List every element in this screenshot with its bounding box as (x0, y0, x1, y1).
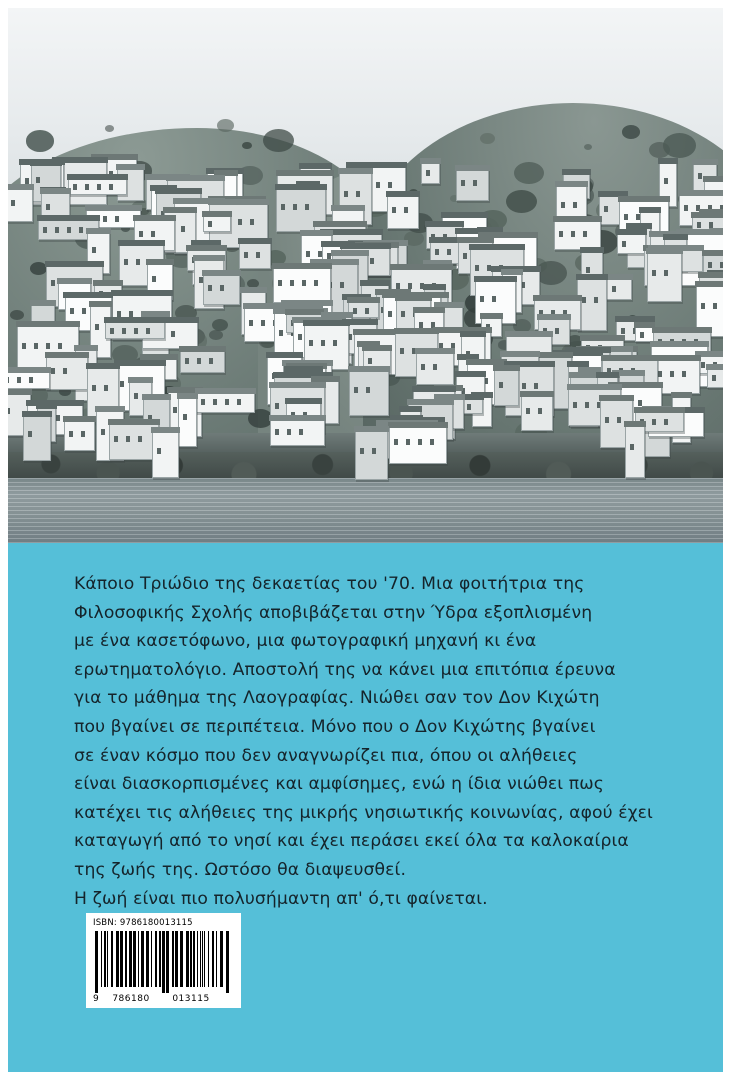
blurb-panel (8, 543, 723, 1072)
isbn-barcode (86, 913, 241, 1008)
blurb-line: Κάποιο Τριώδιο της δεκαετίας του '70. Μια φοιτήτρια της (74, 574, 585, 594)
blurb-line: με ένα κασετόφωνο, μια φωτογραφική μηχανή κι ένα (74, 631, 537, 652)
blurb-line: ερωτηματολόγιο. Αποστολή της να κάνει μια επιτόπια έρευνα (74, 659, 616, 680)
blurb-line: της ζωής της. Ωστόσο θα διαψευσθεί. (74, 859, 407, 880)
blurb-line: είναι διασκορπισμένες και αμφίσημες, ενώ η ίδια νιώθει πως (74, 774, 604, 795)
blurb-line: που βγαίνει σε περιπέτεια. Μόνο που ο Δον Κιχώτης βγαίνει (74, 716, 596, 737)
back-cover-blurb (74, 570, 664, 913)
blurb-line: Φιλοσοφικής Σχολής αποβιβάζεται στην Ύδρα εξοπλισμένη (74, 602, 593, 623)
blurb-line: Η ζωή είναι πιο πολυσήμαντη απ' ό,τι φαίνεται. (74, 888, 488, 909)
blurb-line: για το μάθημα της Λαογραφίας. Νιώθει σαν τον Δον Κιχώτη (74, 688, 600, 709)
blurb-line: σε έναν κόσμο που δεν αναγνωρίζει πια, όπου οι αλήθειες (74, 745, 578, 766)
blurb-line: κατέχει τις αλήθειες της μικρής νησιωτικής κοινωνίας, αφού έχει (74, 802, 653, 823)
barcode-lead-digit: 9 (93, 994, 100, 1004)
barcode-bars (93, 931, 234, 993)
sea-water (8, 478, 723, 543)
blurb-line: καταγωγή από το νησί και έχει περάσει εκεί όλα τα καλοκαίρια (74, 831, 629, 852)
isbn-label: ISBN: 9786180013115 (93, 918, 193, 928)
barcode-digits (93, 994, 234, 1004)
hydra-island-town-photo (8, 8, 723, 543)
barcode-group-1: 786180 (112, 994, 150, 1004)
barcode-group-2: 013115 (172, 994, 210, 1004)
